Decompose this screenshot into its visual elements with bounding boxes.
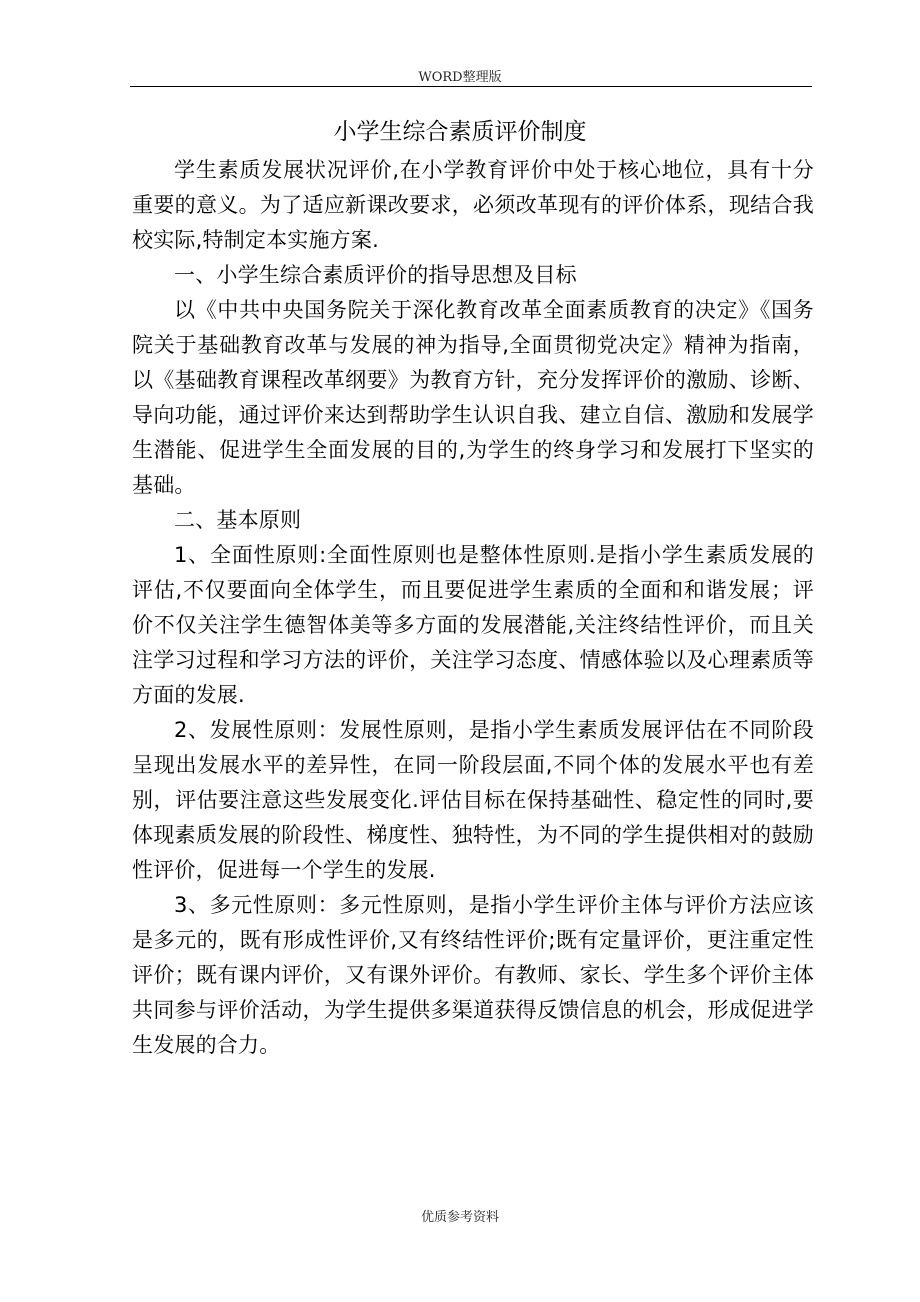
- document-body: [132, 153, 814, 1063]
- guiding-ideology-paragraph: 以《中共中央国务院关于深化教育改革全面素质教育的决定》《国务院关于基础教育改革与发展的神为指导,全面贯彻党决定》精神为指南，以《基础教育课程改革纲要》为教育方针，充分发挥评价的激励、诊断、导向功能，通过评价来达到帮助学生认识自我、建立自信、激励和发展学生潜能、促进学生全面发展的目的,为学生的终身学习和发展打下坚实的基础。: [132, 298, 814, 497]
- intro-paragraph: 学生素质发展状况评价,在小学教育评价中处于核心地位，具有十分重要的意义。为了适应新课改要求，必须改革现有的评价体系，现结合我校实际,特制定本实施方案.: [132, 158, 814, 252]
- page-footer: 优质参考资料: [420, 1210, 499, 1225]
- header-divider: [130, 86, 812, 87]
- section-heading-basic-principles: 二、基本原则: [174, 508, 302, 532]
- principle-diversity-paragraph: 3、多元性原则：多元性原则，是指小学生评价主体与评价方法应该是多元的，既有形成性评价,又有终结性评价;既有定量评价，更注重定性评价；既有课内评价，又有课外评价。有教师、家长、学生多个评价主体共同参与评价活动，为学生提供多渠道获得反馈信息的机会，形成促进学生发展的合力。: [132, 893, 814, 1057]
- principle-comprehensiveness-paragraph: 1、全面性原则:全面性原则也是整体性原则.是指小学生素质发展的评估,不仅要面向全体学生，而且要促进学生素质的全面和和谐发展；评价不仅关注学生德智体美等多方面的发展潜能,关注终结性评价，而且关注学习过程和学习方法的评价，关注学习态度、情感体验以及心理素质等方面的发展.: [132, 543, 814, 707]
- page-header: WORD整理版: [418, 70, 502, 85]
- section-heading-guiding-ideology: 一、小学生综合素质评价的指导思想及目标: [174, 263, 577, 287]
- document-title: 小学生综合素质评价制度: [333, 119, 587, 145]
- principle-development-paragraph: 2、发展性原则：发展性原则，是指小学生素质发展评估在不同阶段呈现出发展水平的差异性，在同一阶段层面,不同个体的发展水平也有差别，评估要注意这些发展变化.评估目标在保持基础性、稳定性的同时,要体现素质发展的阶段性、梯度性、独特性，为不同的学生提供相对的鼓励性评价，促进每一个学生的发展.: [132, 718, 814, 882]
